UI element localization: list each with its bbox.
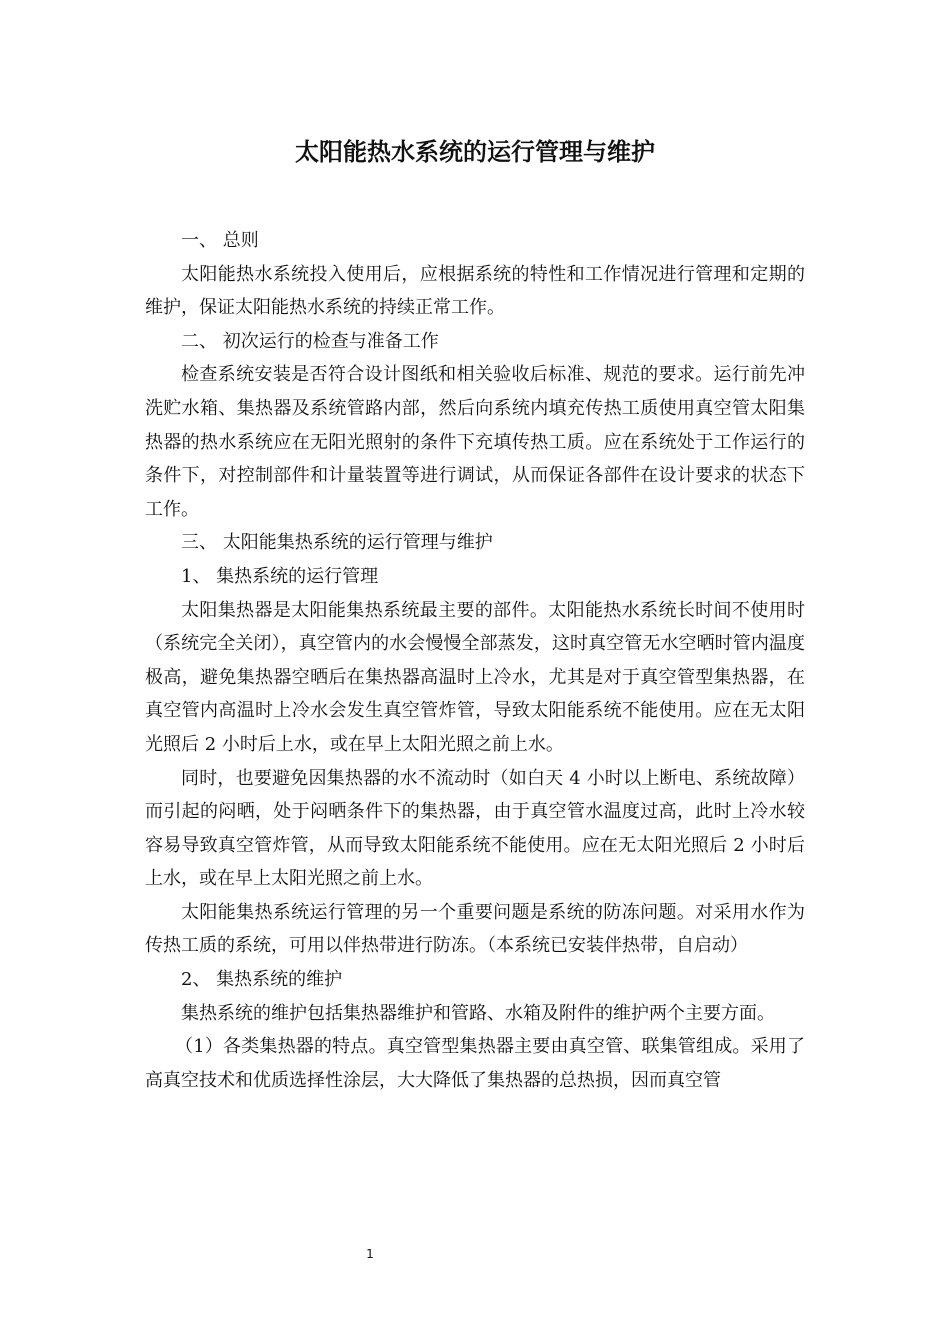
document-title: 太阳能热水系统的运行管理与维护 [295,138,655,166]
page-number: 1 [366,1247,374,1261]
document-body [145,224,805,1097]
paragraph-collector-types: （1）各类集热器的特点。真空管型集热器主要由真空管、联集管组成。采用了高真空技术和优质选择性涂层，大大降低了集热器的总热损，因而真空管 [145,1036,805,1091]
section-heading-collector-system: 三、 太阳能集热系统的运行管理与维护 [181,532,493,554]
section-heading-general: 一、 总则 [181,230,259,251]
section-heading-initial-check: 二、 初次运行的检查与准备工作 [181,330,439,352]
paragraph-initial-check: 检查系统安装是否符合设计图纸和相关验收后标准、规范的要求。运行前先冲洗贮水箱、集热器及系统管路内部，然后向系统内填充传热工质使用真空管太阳集热器的热水系统应在无阳光照射的条件下充填传热工质。应在系统处于工作运行的条件下，对控制部件和计量装置等进行调试，从而保证各部件在设计要求的状态下工作。 [145,364,805,520]
subsection-heading-operation: 1、 集热系统的运行管理 [181,565,379,587]
paragraph-maintenance-overview: 集热系统的维护包括集热器维护和管路、水箱及附件的维护两个主要方面。 [181,1002,775,1024]
paragraph-collector-main: 太阳集热器是太阳能集热系统最主要的部件。太阳能热水系统长时间不使用时（系统完全关闭），真空管内的水会慢慢全部蒸发，这时真空管无水空晒时管内温度极高，避免集热器空晒后在集热器高温时上冷水，尤其是对于真空管型集热器，在真空管内高温时上冷水会发生真空管炸管，导致太阳能系统不能使用。应在无太阳光照后 2 小时后上水，或在早上太阳光照之前上水。 [145,599,805,755]
subsection-heading-maintenance: 2、 集热系统的维护 [181,969,343,991]
paragraph-general: 太阳能热水系统投入使用后，应根据系统的特性和工作情况进行管理和定期的维护，保证太阳能热水系统的持续正常工作。 [145,263,805,319]
paragraph-freeze-protection: 太阳能集热系统运行管理的另一个重要问题是系统的防冻问题。对采用水作为传热工质的系统，可用以伴热带进行防冻。（本系统已安装伴热带，自启动） [145,901,805,957]
paragraph-avoid-stagnation: 同时，也要避免因集热器的水不流动时（如白天 4 小时以上断电、系统故障）而引起的闷晒，处于闷晒条件下的集热器，由于真空管水温度过高，此时上冷水较容易导致真空管炸管，从而导致太阳能系统不能使用。应在无太阳光照后 2 小时后上水，或在早上太阳光照之前上水。 [145,767,805,890]
